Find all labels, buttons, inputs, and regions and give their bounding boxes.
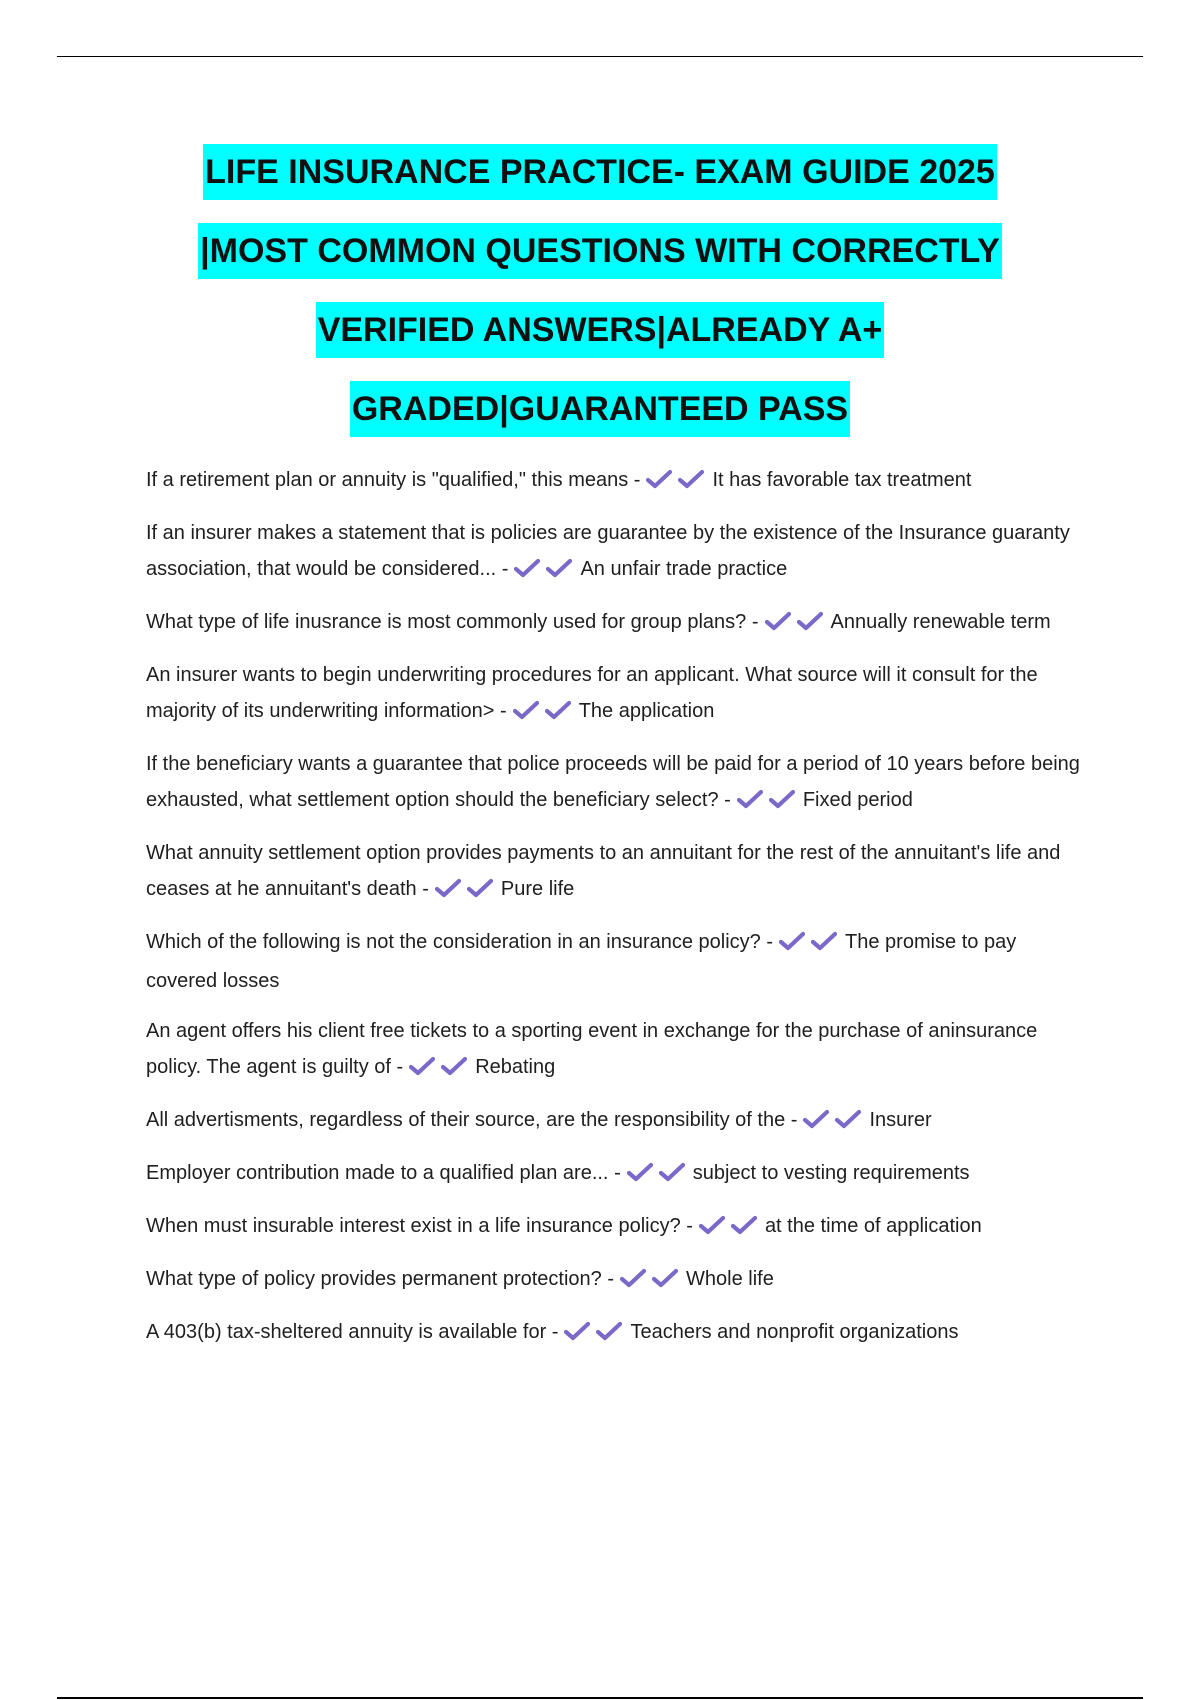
- qa-item: [146, 924, 1086, 999]
- qa-item: [146, 462, 1086, 501]
- question-answer-list: [146, 462, 1086, 1367]
- double-check-icons: [564, 1317, 628, 1353]
- check-mark-icon: [765, 611, 791, 631]
- qa-item: [146, 746, 1086, 821]
- qa-item: [146, 515, 1086, 590]
- separator-dash: -: [551, 1321, 559, 1343]
- separator-dash: -: [686, 1215, 693, 1237]
- question-text: If an insurer makes a statement that is policies are guarantee by the existence of the Insurance guaranty association, that would be considered...: [146, 522, 1070, 580]
- qa-item: [146, 657, 1086, 732]
- answer-text: The application: [578, 700, 715, 722]
- check-mark-icon: [779, 931, 805, 951]
- answer-text: subject to vesting requirements: [692, 1162, 970, 1184]
- check-mark-icon: [646, 469, 672, 489]
- question-text: All advertisments, regardless of their source, are the responsibility of the: [146, 1109, 786, 1131]
- qa-item: [146, 604, 1086, 643]
- question-text: If a retirement plan or annuity is "qualified," this means: [146, 469, 629, 491]
- question-text: What type of life inusrance is most commonly used for group plans?: [146, 611, 747, 633]
- question-text: A 403(b) tax-sheltered annuity is available for: [146, 1321, 547, 1343]
- check-mark-icon: [769, 789, 795, 809]
- double-check-icons: [779, 927, 843, 963]
- double-check-icons: [627, 1158, 691, 1194]
- check-mark-icon: [803, 1109, 829, 1129]
- title-line-text: VERIFIED ANSWERS|ALREADY A+: [316, 302, 885, 358]
- question-text: An agent offers his client free tickets to a sporting event in exchange for the purchase of aninsurance policy. The agent is guilty of: [146, 1020, 1038, 1078]
- answer-text: Rebating: [475, 1056, 556, 1078]
- check-mark-icon: [596, 1321, 622, 1341]
- title-line-text: LIFE INSURANCE PRACTICE- EXAM GUIDE 2025: [203, 144, 997, 200]
- top-rule: [57, 56, 1143, 57]
- qa-item: [146, 1013, 1086, 1088]
- check-mark-icon: [564, 1321, 590, 1341]
- check-mark-icon: [731, 1215, 757, 1235]
- check-mark-icon: [620, 1268, 646, 1288]
- check-mark-icon: [409, 1056, 435, 1076]
- qa-item: [146, 1314, 1086, 1353]
- question-text: An insurer wants to begin underwriting procedures for an applicant. What source will it consult for the majority of its underwriting information>: [146, 664, 1038, 722]
- check-mark-icon: [627, 1162, 653, 1182]
- answer-text: Teachers and nonprofit organizations: [630, 1321, 959, 1343]
- check-mark-icon: [737, 789, 763, 809]
- qa-item: [146, 1102, 1086, 1141]
- answer-text: Fixed period: [802, 789, 913, 811]
- question-text: If the beneficiary wants a guarantee that police proceeds will be paid for a period of 10 years before being exhausted, what settlement option should the beneficiary select?: [146, 753, 1080, 811]
- answer-text: It has favorable tax treatment: [712, 469, 972, 491]
- separator-dash: -: [500, 700, 507, 722]
- separator-dash: -: [607, 1268, 615, 1290]
- answer-text: Insurer: [869, 1109, 932, 1131]
- separator-dash: -: [501, 558, 509, 580]
- answer-text: Pure life: [500, 878, 575, 900]
- check-mark-icon: [811, 931, 837, 951]
- check-mark-icon: [699, 1215, 725, 1235]
- double-check-icons: [513, 696, 577, 732]
- separator-dash: -: [422, 878, 429, 900]
- separator-dash: -: [614, 1162, 621, 1184]
- answer-text: at the time of application: [764, 1215, 982, 1237]
- separator-dash: -: [751, 611, 759, 633]
- check-mark-icon: [545, 700, 571, 720]
- double-check-icons: [765, 607, 829, 643]
- title-line-text: |MOST COMMON QUESTIONS WITH CORRECTLY: [198, 223, 1002, 279]
- double-check-icons: [435, 874, 499, 910]
- check-mark-icon: [652, 1268, 678, 1288]
- double-check-icons: [514, 554, 578, 590]
- answer-text: An unfair trade practice: [580, 558, 788, 580]
- bottom-rule: [57, 1697, 1143, 1699]
- document-title: [60, 144, 1140, 460]
- check-mark-icon: [514, 558, 540, 578]
- qa-item: [146, 835, 1086, 910]
- answer-text: The promise to pay covered losses: [146, 931, 1017, 992]
- check-mark-icon: [435, 878, 461, 898]
- separator-dash: -: [724, 789, 731, 811]
- double-check-icons: [409, 1052, 473, 1088]
- separator-dash: -: [396, 1056, 404, 1078]
- answer-text: Annually renewable term: [830, 611, 1051, 633]
- separator-dash: -: [790, 1109, 798, 1131]
- check-mark-icon: [513, 700, 539, 720]
- separator-dash: -: [633, 469, 641, 491]
- double-check-icons: [620, 1264, 684, 1300]
- check-mark-icon: [835, 1109, 861, 1129]
- check-mark-icon: [546, 558, 572, 578]
- check-mark-icon: [678, 469, 704, 489]
- double-check-icons: [737, 785, 801, 821]
- question-text: What annuity settlement option provides payments to an annuitant for the rest of the annuitant's life and ceases at he annuitant's death: [146, 842, 1061, 900]
- question-text: When must insurable interest exist in a life insurance policy?: [146, 1215, 681, 1237]
- qa-item: [146, 1155, 1086, 1194]
- double-check-icons: [699, 1211, 763, 1247]
- question-text: What type of policy provides permanent protection?: [146, 1268, 602, 1290]
- check-mark-icon: [441, 1056, 467, 1076]
- double-check-icons: [803, 1105, 867, 1141]
- separator-dash: -: [766, 931, 774, 953]
- double-check-icons: [646, 465, 710, 501]
- question-text: Employer contribution made to a qualified plan are...: [146, 1162, 609, 1184]
- check-mark-icon: [659, 1162, 685, 1182]
- title-line: [60, 223, 1140, 302]
- check-mark-icon: [467, 878, 493, 898]
- title-line: [60, 144, 1140, 223]
- title-line: [60, 381, 1140, 460]
- answer-text: Whole life: [686, 1268, 774, 1290]
- qa-item: [146, 1261, 1086, 1300]
- title-line-text: GRADED|GUARANTEED PASS: [350, 381, 850, 437]
- qa-item: [146, 1208, 1086, 1247]
- title-line: [60, 302, 1140, 381]
- question-text: Which of the following is not the consideration in an insurance policy?: [146, 931, 761, 953]
- check-mark-icon: [797, 611, 823, 631]
